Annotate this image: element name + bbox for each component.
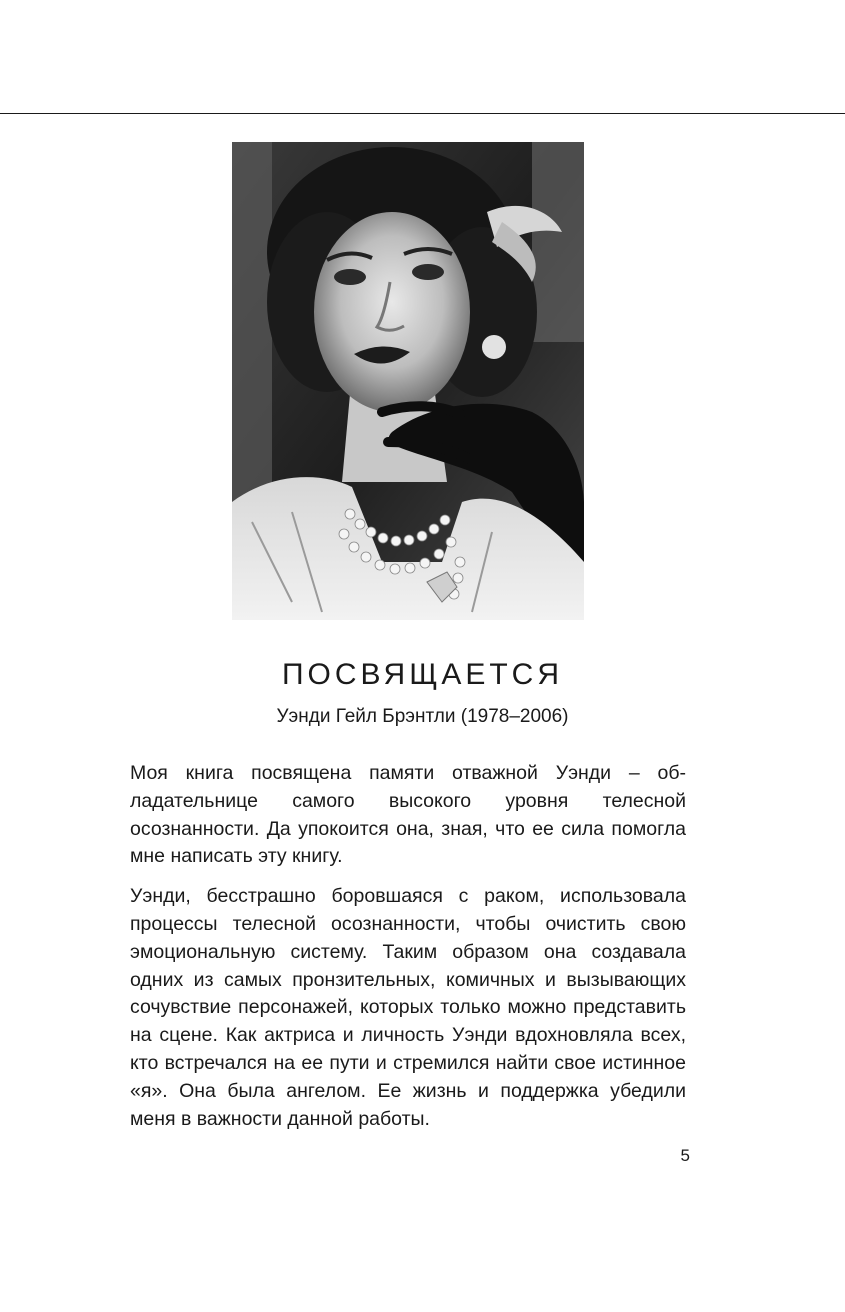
dedication-heading: ПОСВЯЩАЕТСЯ [281, 658, 564, 691]
page-number: 5 [680, 1146, 690, 1165]
dedication-body [130, 760, 686, 1145]
dedication-paragraph-2: Уэнди, бесстрашно боровшаяся с раком, использовала процессы телесной осознанности, чтобы очистить свою эмоциональную систему. Таким образом она создавала одних из самых пронзительных, комичных и вызывающих сочувствие персонажей, которых только можно представить на сцене. Как актриса и личность Уэнди вдохновляла всех, кто встречался на ее пути и стремился найти свое истинное «я». Она была ангелом. Ее жизнь и поддержка убедили меня в важности данной работы. [130, 885, 686, 1130]
top-rule [0, 113, 845, 114]
dedication-paragraph-1: Моя книга посвящена памяти отважной Уэнди – обладательнице самого высокого уровня телесной осознанности. Да упокоится она, зная, что ее сила помогла мне написать эту книгу. [130, 762, 686, 868]
dedication-subheading: Уэнди Гейл Брэнтли (1978–2006) [276, 706, 569, 727]
portrait-photo [232, 142, 584, 620]
